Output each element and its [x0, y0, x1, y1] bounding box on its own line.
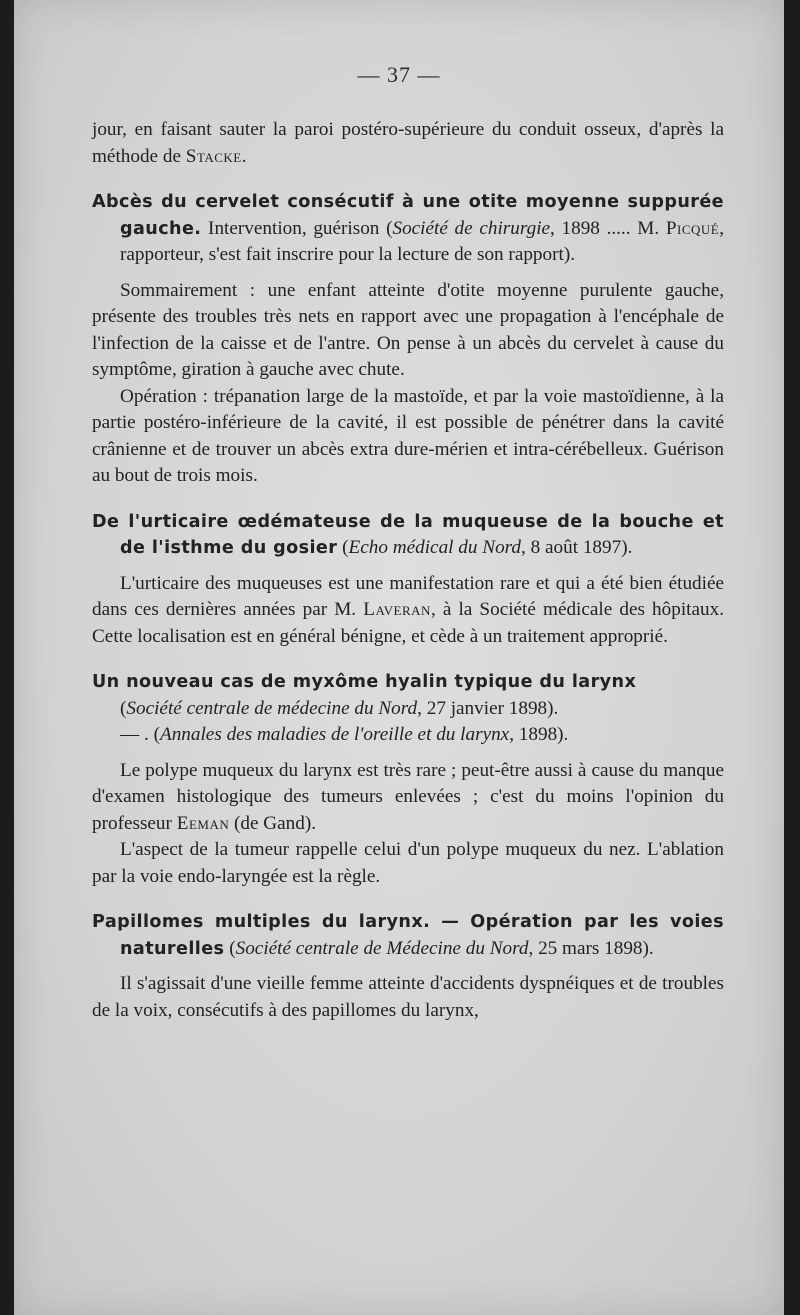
- page-sheet: [14, 0, 784, 1315]
- paragraph-sommairement: Sommairement : une enfant atteinte d'otite moyenne purulente gauche, présente des troubles très nets en rapport avec une propagation à l'encéphale de l'infection de la caisse et de l'antre. On pense à un abcès du cervelet à cause du symptôme, giration à gauche avec chute.: [92, 279, 724, 380]
- entry-heading-urticaire: De l'urticaire œdémateuse de la muqueuse de la bouche et de l'isthme du gosier (Echo médical du Nord, 8 août 1897).: [92, 511, 724, 558]
- entry-title: Papillomes multiples du larynx. — Opération par les voies naturelles: [92, 912, 724, 959]
- entry-heading-abces-cervelet: Abcès du cervelet consécutif à une otite moyenne suppurée gauche. Intervention, guérison (Société de chirurgie, 1898 ..... M. Picqué, rapporteur, s'est fait inscrire pour la lecture de son rapport).: [92, 192, 724, 265]
- paragraph-aspect: L'aspect de la tumeur rappelle celui d'un polype muqueux du nez. L'ablation par la voie endo-laryngée est la règle.: [92, 839, 724, 887]
- paragraph-continuation: jour, en faisant sauter la paroi postéro-supérieure du conduit osseux, d'après la méthode de Stacke.: [92, 119, 724, 167]
- body-text: [92, 117, 724, 1024]
- paragraph-urticaire: L'urticaire des muqueuses est une manifestation rare et qui a été bien étudiée dans ces dernières années par M. Laveran, à la Société médicale des hôpitaux. Cette localisation est en général bénigne, et cède à un traitement approprié.: [92, 572, 725, 647]
- paragraph-vieille-femme: Il s'agissait d'une vieille femme atteinte d'accidents dyspnéiques et de troubles de la voix, consécutifs à des papillomes du larynx,: [92, 973, 724, 1021]
- author-name-stacke: Stacke: [185, 145, 242, 167]
- entry-title: Un nouveau cas de myxôme hyalin typique du larynx: [92, 672, 637, 692]
- entry-heading-myxome: Un nouveau cas de myxôme hyalin typique du larynx (Société centrale de médecine du Nord, 27 janvier 1898). — . (Annales des maladies de l'oreille et du larynx, 1898).: [92, 672, 637, 745]
- paragraph-operation: Opération : trépanation large de la mastoïde, et par la voie mastoïdienne, à la partie postéro-inférieure de la cavité, il est possible de pénétrer dans la cavité crânienne et de trouver un abcès extra dure-mérien et intra-cérébelleux. Guérison au bout de trois mois.: [92, 385, 724, 486]
- citation-source: Société centrale de médecine du Nord: [126, 697, 418, 719]
- author-name-eeman: Eeman: [176, 812, 230, 834]
- entry-title: Abcès du cervelet consécutif à une otite moyenne suppurée gauche.: [92, 192, 724, 239]
- page-number: — 37 —: [357, 62, 441, 87]
- paragraph-polype: Le polype muqueux du larynx est très rare ; peut-être aussi à cause du manque d'examen histologique des tumeurs enlevées ; c'est du moins l'opinion du professeur Eeman (de Gand).: [92, 759, 724, 834]
- entry-heading-papillomes: Papillomes multiples du larynx. — Opération par les voies naturelles (Société centrale de Médecine du Nord, 25 mars 1898).: [92, 912, 724, 959]
- entry-title: De l'urticaire œdémateuse de la muqueuse de la bouche et de l'isthme du gosier: [92, 511, 724, 558]
- citation-source: Annales des maladies de l'oreille et du larynx: [159, 724, 510, 745]
- citation-source: Société de chirurgie: [392, 217, 551, 239]
- author-name-picque: Picqué: [665, 217, 720, 239]
- citation-source: Société centrale de Médecine du Nord: [235, 937, 529, 959]
- author-name-laveran: Laveran: [363, 599, 431, 620]
- citation-source: Echo médical du Nord: [348, 537, 522, 558]
